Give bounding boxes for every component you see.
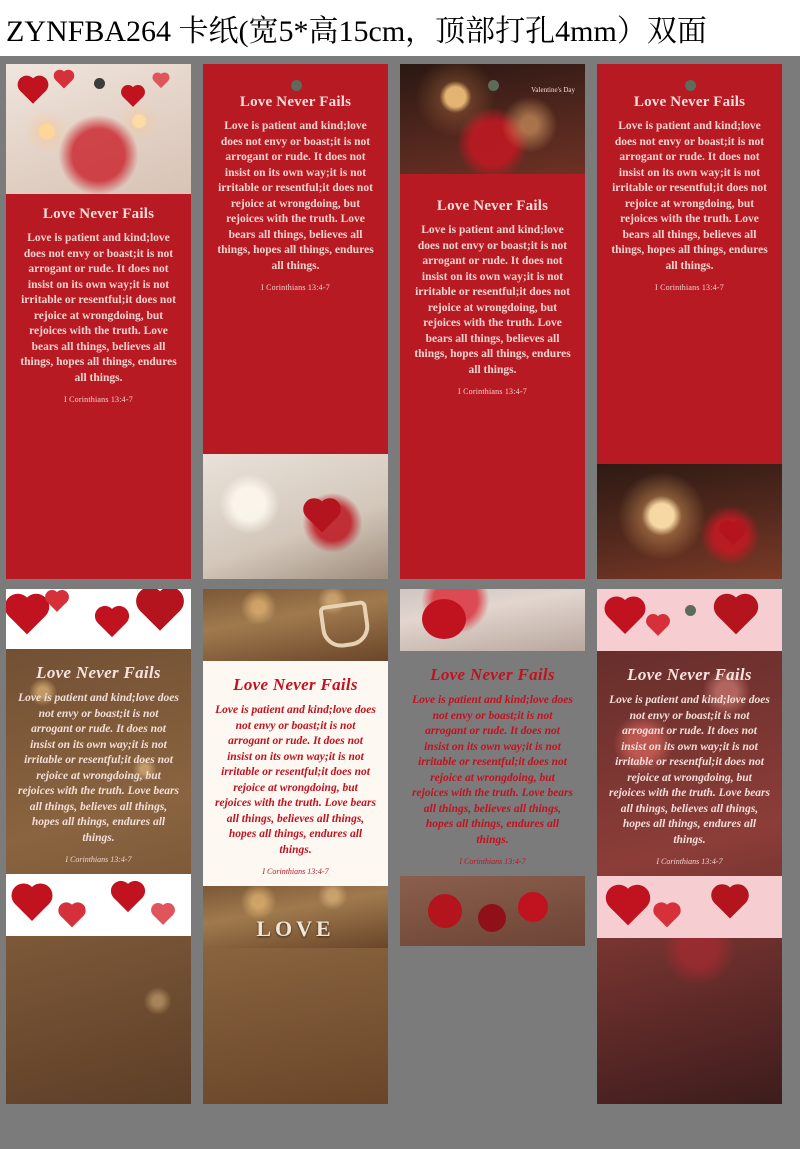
heart-icon (608, 600, 642, 634)
hearts-band-top (597, 589, 782, 651)
punch-hole (291, 80, 302, 91)
bookmark-card-1[interactable] (6, 64, 191, 579)
photo-roses (400, 876, 585, 946)
punch-hole (488, 80, 499, 91)
bookmark-body (6, 589, 191, 1104)
bookmark-grid (0, 56, 800, 1120)
heart-icon (610, 889, 647, 926)
bookmark-card-6[interactable] (203, 589, 388, 1104)
heart-icon (114, 884, 142, 912)
heart-icon (15, 887, 49, 921)
heart-icon (714, 887, 745, 918)
valentine-badge: Valentine's Day (531, 86, 575, 94)
punch-hole (685, 80, 696, 91)
verse-panel (203, 64, 388, 454)
heart-icon (56, 72, 73, 89)
verse-panel (203, 661, 388, 886)
card-reference: I Corinthians 13:4-7 (459, 857, 526, 866)
heart-icon (140, 591, 180, 631)
rose-icon (478, 904, 506, 932)
bookmark-body (203, 64, 388, 579)
bookmark-card-5[interactable] (6, 589, 191, 1104)
heart-icon (722, 523, 745, 546)
card-verse: Love is patient and kind;love does not envy or boast;it is not arrogant or rude. It does not insist on its own way;it is not irritable or resentful;it does not rejoice at wrongdoing, but rejoices with the truth. Love bears all things, believes all things, hopes all things, endures all things. (18, 692, 179, 844)
card-verse: Love is patient and kind;love does not envy or boast;it is not arrogant or rude. It does not insist on its own way;it is not irritable or resentful;it does not rejoice at wrongdoing, but rejoices with the truth. Love bears all things, believes all things, hopes all things, endures all things. (215, 704, 376, 856)
card-heading: Love Never Fails (239, 94, 352, 110)
heart-icon (9, 598, 46, 635)
heart-icon (153, 905, 173, 925)
punch-hole (685, 605, 696, 616)
card-heading: Love Never Fails (233, 675, 358, 694)
card-heading: Love Never Fails (36, 663, 161, 682)
hearts-band-top (6, 589, 191, 649)
card-reference: I Corinthians 13:4-7 (655, 283, 724, 292)
heart-icon (306, 501, 337, 532)
card-heading: Love Never Fails (436, 198, 549, 214)
card-reference: I Corinthians 13:4-7 (262, 867, 329, 876)
page-header (0, 0, 800, 56)
rose-icon (518, 892, 548, 922)
bookmark-card-4[interactable] (597, 64, 782, 579)
photo-dark-candles (400, 64, 585, 174)
photo-spa (203, 454, 388, 579)
bookmark-card-7[interactable] (400, 589, 585, 1104)
photo-love-word (203, 886, 388, 948)
bookmark-body (597, 589, 782, 1104)
card-heading: Love Never Fails (633, 94, 746, 110)
photo-candles (6, 64, 191, 194)
card-verse: Love is patient and kind;love does not envy or boast;it is not arrogant or rude. It does not insist on its own way;it is not irritable or resentful;it does not rejoice at wrongdoing, but rejoices with the truth. Love bears all things, believes all things, hopes all things, endures all things. (414, 224, 571, 376)
card-reference: I Corinthians 13:4-7 (65, 855, 132, 864)
heart-icon (61, 905, 84, 928)
card-verse: Love is patient and kind;love does not envy or boast;it is not arrogant or rude. It does not insist on its own way;it is not irritable or resentful;it does not rejoice at wrongdoing, but rejoices with the truth. Love bears all things, believes all things, hopes all things, endures all things. (609, 694, 770, 846)
verse-panel (400, 651, 585, 876)
card-reference: I Corinthians 13:4-7 (64, 395, 133, 404)
hearts-band-bottom (597, 876, 782, 938)
bookmark-row-1 (6, 64, 794, 579)
bookmark-card-3[interactable] (400, 64, 585, 579)
card-verse: Love is patient and kind;love does not envy or boast;it is not arrogant or rude. It does not insist on its own way;it is not irritable or resentful;it does not rejoice at wrongdoing, but rejoices with the truth. Love bears all things, believes all things, hopes all things, endures all things. (611, 120, 768, 272)
card-verse: Love is patient and kind;love does not envy or boast;it is not arrogant or rude. It does not insist on its own way;it is not irritable or resentful;it does not rejoice at wrongdoing, but rejoices with the truth. Love bears all things, believes all things, hopes all things, endures all things. (20, 232, 177, 384)
bookmark-body (400, 64, 585, 579)
bookmark-body (6, 64, 191, 579)
heart-icon (648, 616, 668, 636)
heart-icon (98, 609, 126, 637)
card-reference: I Corinthians 13:4-7 (458, 387, 527, 396)
photo-love-heart (203, 589, 388, 661)
card-heading: Love Never Fails (430, 665, 555, 684)
bookmark-card-8[interactable] (597, 589, 782, 1104)
bookmark-body (400, 589, 585, 1104)
rose-icon (428, 894, 462, 928)
heart-icon (718, 598, 755, 635)
card-reference: I Corinthians 13:4-7 (656, 857, 723, 866)
heart-icon (656, 905, 679, 928)
heart-icon (20, 78, 45, 103)
card-verse: Love is patient and kind;love does not envy or boast;it is not arrogant or rude. It does not insist on its own way;it is not irritable or resentful;it does not rejoice at wrongdoing, but rejoices with the truth. Love bears all things, believes all things, hopes all things, endures all things. (412, 694, 573, 846)
card-heading: Love Never Fails (42, 206, 155, 222)
bookmark-body (597, 64, 782, 579)
verse-panel (400, 174, 585, 579)
heart-icon (154, 74, 168, 88)
wood-heart-icon (318, 600, 372, 650)
verse-panel (597, 651, 782, 876)
verse-panel (597, 64, 782, 464)
card-heading: Love Never Fails (627, 665, 752, 684)
card-verse: Love is patient and kind;love does not envy or boast;it is not arrogant or rude. It does not insist on its own way;it is not irritable or resentful;it does not rejoice at wrongdoing, but rejoices with the truth. Love bears all things, believes all things, hopes all things, endures all things. (217, 120, 374, 272)
verse-panel (6, 649, 191, 874)
page-title: ZYNFBA264 卡纸(宽5*高15cm，顶部打孔4mm）双面 (6, 15, 707, 48)
punch-hole (94, 78, 105, 89)
heart-icon (123, 87, 143, 107)
bookmark-body (203, 589, 388, 1104)
love-word: LOVE (256, 916, 335, 941)
verse-panel (6, 194, 191, 579)
bookmark-row-2 (6, 589, 794, 1104)
card-reference: I Corinthians 13:4-7 (261, 283, 330, 292)
hearts-band-bottom (6, 874, 191, 936)
rose-ball-icon (422, 599, 466, 639)
photo-pink-desk (400, 589, 585, 651)
heart-icon (47, 592, 67, 612)
photo-lantern (597, 464, 782, 579)
bookmark-card-2[interactable] (203, 64, 388, 579)
